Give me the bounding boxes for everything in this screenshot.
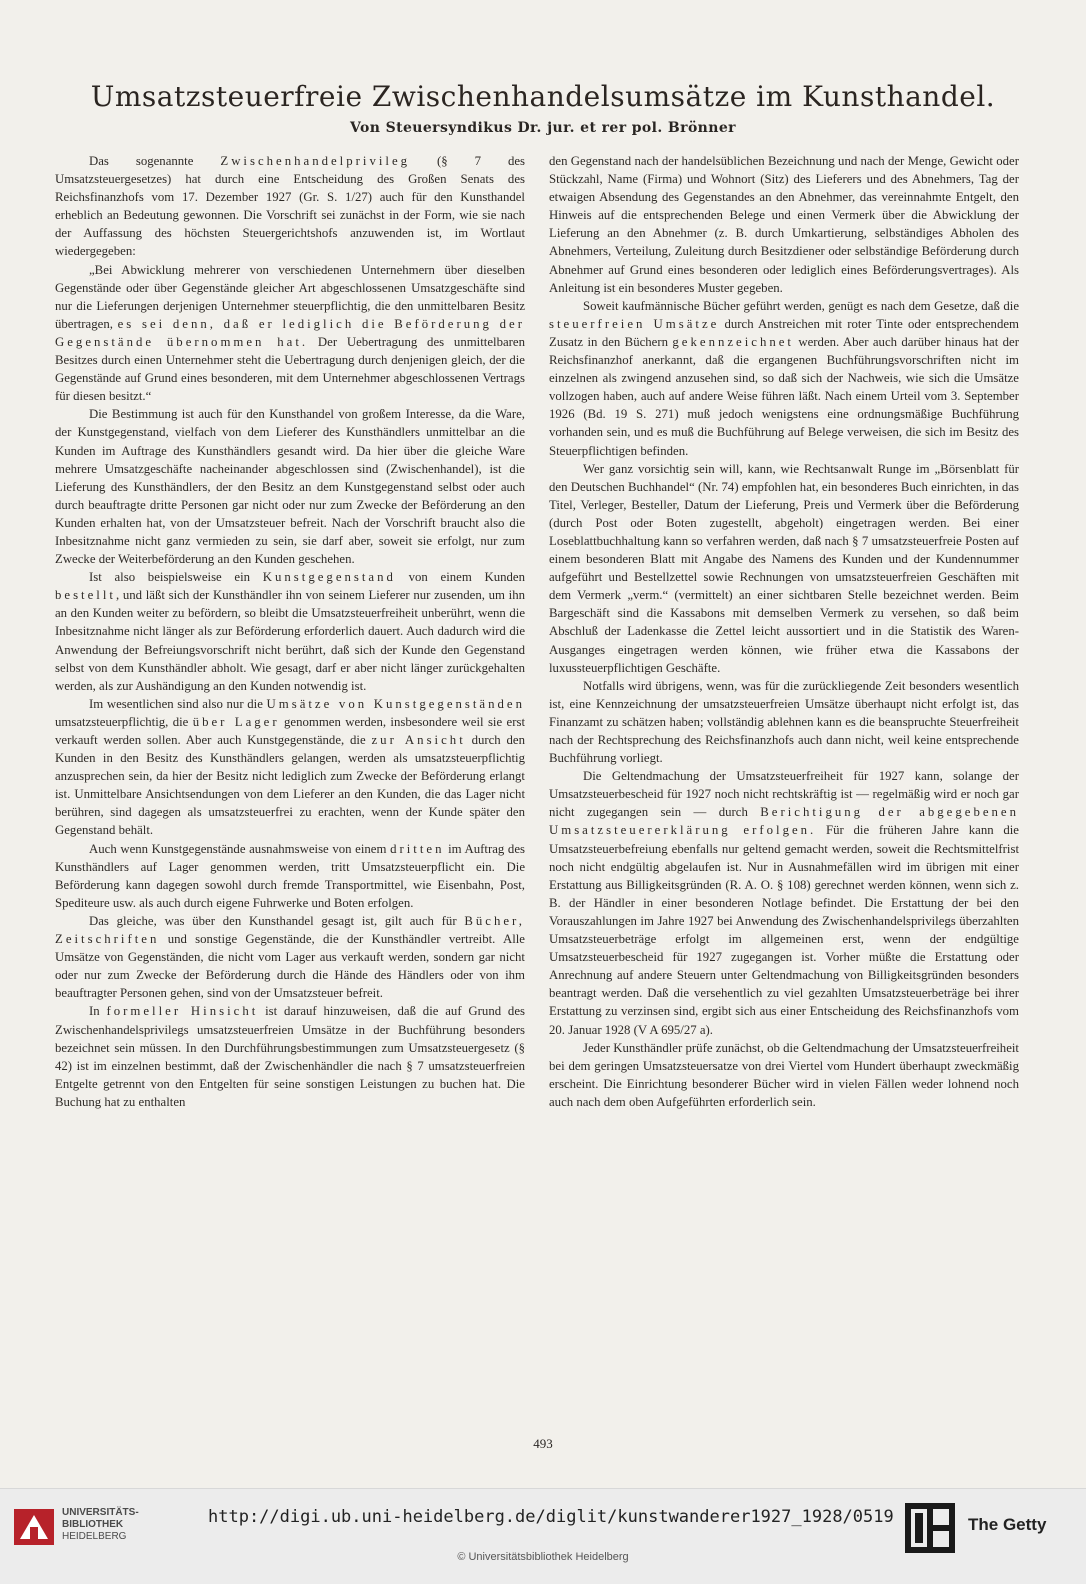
paragraph	[55, 840, 525, 912]
paragraph	[549, 152, 1019, 297]
spaced-emphasis: bestellt	[55, 588, 116, 603]
text-run: ist darauf hinzuweisen, daß die auf Grund des Zwischenhandelsprivilegs umsatzsteuerfreien Umsätze in der Buchführung besonders bezeichnet sein müssen. In den Durchführungsbestimmungen zum Umsatzsteuergesetz (§ 42) ist im einzelnen bestimmt, daß der Zwischenhändler die nach § 7 umsatzsteuerfreien Entgelte getrennt von den Entgelten für seine sonstigen Leistungen zu buchen hat. Die Buchung hat zu enthalten	[55, 1004, 525, 1109]
text-run: Im wesentlichen sind also nur die	[89, 696, 267, 711]
text-run: den Gegenstand nach der handelsüblichen Bezeichnung und nach der Menge, Gewicht oder Stückzahl, Name (Firma) und Wohnort (Sitz) des Lieferers und des Abnehmers, Tag der etwaigen Absendung des Gegenstandes an den Abnehmer, das vereinnahmte Entgelt, den Hinweis auf die entsprechenden Belege und einen Vermerk über die Abwicklung der Lieferung an den Abnehmer (z. B. durch Umkartierung, selbständiges Abholen des Abnehmers, Verteilung, Zuleitung durch Besitzdiener oder selbständige Beförderung durch Abnehmer auf Grund eines besonderen oder lediglich eines Beförderungsvertrages). Als Anleitung ist ein besonderes Muster gegeben.	[549, 154, 1019, 295]
paragraph	[549, 677, 1019, 767]
paragraph	[549, 767, 1019, 1038]
text-run: Auch wenn Kunstgegenstände ausnahmsweise von einem	[89, 841, 391, 856]
permalink-url[interactable]: http://digi.ub.uni-heidelberg.de/diglit/kunstwanderer1927_1928/0519	[208, 1507, 894, 1527]
copyright-notice: © Universitätsbibliothek Heidelberg	[457, 1551, 629, 1563]
spaced-emphasis: dritten	[390, 841, 445, 856]
text-run: von einem Kunden	[395, 570, 525, 585]
left-column	[55, 152, 525, 1111]
spaced-emphasis: Berichtigung der abgegebenen Umsatzsteuererklärung erfolgen.	[549, 805, 1019, 838]
partner-name: The Getty	[968, 1515, 1047, 1534]
paragraph	[55, 1002, 525, 1111]
paragraph	[549, 1039, 1019, 1111]
text-run: „Bei Abwicklung mehrerer von verschiedenen Unternehmern über dieselben Gegenstände oder über Gegenstände gleicher Art abgeschlossenen Umsatzgeschäfte sind nur die Lieferungen derjenigen Unternehmer steuerpflichtig, die den unmittelbaren Besitz übertragen,	[55, 262, 525, 331]
spaced-emphasis: gekennzeichnet	[672, 334, 794, 349]
text-run: umsatzsteuerpflichtig, die	[55, 714, 193, 729]
spaced-emphasis: steuerfreien Umsätze	[549, 316, 720, 331]
viewer-footer	[0, 1488, 1086, 1584]
text-run: Wer ganz vorsichtig sein will, kann, wie Rechtsanwalt Runge im „Börsenblatt für den Deutschen Buchhandel“ (Nr. 74) empfohlen hat, ein besonderes Buch einrichten, in das Titel, Verleger, Besteller, Datum der Lieferung, Preis und Vermerk über die Beförderung (durch Post oder Boten zugestellt, abgeholt) eingetragen werden. Bei einer Loseblattbuchhaltung kann so verfahren werden, daß nach § 7 umsatzsteuerfreie Posten auf einem besonderen Blatt mit Angabe des Namens des Kunden und der Kundennummer aufgeführt und Bestellzettel sowie Rechnungen von umsatzsteuerfreien Geschäften mit dem Vermerk „verm.“ (vermittelt) an einer sichtbaren Stelle bezeichnet werden. Beim Bargeschäft sind die Kassabons mit demselben Vermerk zu versehen, so daß beim Abschluß der Ladenkasse die Zettel leicht aussortiert und in die Statistik des Waren-Ausganges eingetragen werden können, wie früher etwa die Kassabons der luxussteuerpflichtigen Geschäfte.	[549, 461, 1019, 675]
spaced-emphasis: Umsätze von Kunstgegenständen	[266, 696, 525, 711]
text-run: durch den Kunden in den Besitz des Kunsthändlers gelangen, werden als umsatzsteuerpflichtig anzusprechen sein, da hier der Besitz nicht lediglich zum Zwecke der Beförderung erlangt ist. Unmittelbare Ansichtsendungen von dem Lieferer an den Kunden, die das Lager nicht berühren, sind dagegen als umsatzsteuerfrei zu erachten, wenn der Kunde später den Gegenstand behält.	[55, 733, 525, 838]
paragraph	[55, 695, 525, 840]
paragraph	[55, 152, 525, 261]
text-run: Die Geltendmachung der Umsatzsteuerfreiheit für 1927 kann, solange der Umsatzsteuerbescheid für 1927 noch nicht rechtskräftig ist — regelmäßig wird er noch gar nicht zugegangen sein — durch	[549, 769, 1019, 820]
spaced-emphasis: zur Ansicht	[371, 733, 466, 747]
text-run: werden. Aber auch darüber hinaus hat der Reichsfinanzhof anerkannt, daß die ergangenen Buchführungsvorschriften nicht im einzelnen als zwingend anzusehen sind, so daß sich der Nachweis, wie sich die Umsätze vollzogen haben, auch auf andere Weise führen läßt. Nach einem Urteil vom 3. September 1926 (Bd. 19 S. 271) muß jedoch wenigstens eine ordnungsmäßige Buchführung vorhanden sein, und es muß die Buchführung auf Belege verweisen, die sich im Besitz des Steuerpflichtigen befinden.	[549, 334, 1019, 458]
text-run: Soweit kaufmännische Bücher geführt werden, genügt es nach dem Gesetze, daß die	[583, 298, 1019, 313]
article-title: Umsatzsteuerfreie Zwischenhandelsumsätze im Kunsthandel.	[90, 80, 996, 113]
institution-line-1: UNIVERSITÄTS-	[62, 1507, 139, 1518]
paragraph	[55, 261, 525, 406]
spaced-emphasis: es sei denn, daß er lediglich die Beförderung der Gegenstände übernommen hat.	[55, 316, 525, 349]
getty-logo-icon	[905, 1503, 955, 1553]
paragraph	[549, 297, 1019, 460]
page-number: 493	[533, 1436, 553, 1451]
paragraph	[55, 912, 525, 1002]
text-run: Jeder Kunsthändler prüfe zunächst, ob die Geltendmachung der Umsatzsteuerfreiheit bei dem geringen Umsatzsteuersatze von drei Viertel vom Hundert überhaupt zweckmäßig erscheint. Die Einrichtung besonderer Bücher wird in vielen Fällen weder lohnend noch auch nach dem oben Aufgeführten erforderlich sein.	[549, 1040, 1019, 1109]
paragraph	[549, 460, 1019, 677]
spaced-emphasis: Zwischenhandelprivileg	[220, 154, 411, 168]
institution-line-3: HEIDELBERG	[62, 1531, 127, 1542]
text-run: In	[89, 1004, 107, 1019]
article-byline: Von Steuersyndikus Dr. jur. et rer pol. Brönner	[350, 120, 736, 136]
text-run: genommen werden, insbesondere weil sie erst verkauft werden sollen. Aber auch Kunstgegenstände, die	[55, 714, 525, 747]
text-run: Ist also beispielsweise ein	[89, 570, 263, 585]
text-run: Die Bestimmung ist auch für den Kunsthandel von großem Interesse, da die Ware, der Kunstgegenstand, vielfach von dem Lieferer des Kunsthändlers unmittelbar an die Kunden im Auftrage des Kunsthändlers gesandt wird. Da hier über die gleiche Ware mehrere Umsatzgeschäfte nacheinander abgeschlossen sind (Zwischenhandel), ist die Lieferung des Kunsthändlers, der den Besitz an dem Kunstgegenstand selbst oder auch durch beauftragte dritte Personen gar nicht oder nur zum Zwecke der Beförderung an den Kunden erhalten hat, von der Umsatzsteuer befreit. Nach der Vorschrift braucht also die Inbesitznahme nicht ganz vermieden zu sein, sie darf aber, soweit sie erfolgt, nur zum Zwecke der Weiterbeförderung an den Kunden geschehen.	[55, 407, 525, 567]
text-run: im Auftrag des Kunsthändlers auf Lager genommen werden, tritt Umsatzsteuerpflicht ein. Die Beförderung kann dagegen sowohl durch fremde Transportmittel, wie Eisenbahn, Post, Spediteure usw. als auch durch eigene Fuhrwerke und Boten erfolgen.	[55, 841, 525, 910]
institution-line-2: BIBLIOTHEK	[62, 1519, 124, 1530]
text-run: Das gleiche, was über den Kunsthandel gesagt ist, gilt auch für	[89, 913, 465, 928]
paragraph	[55, 568, 525, 695]
text-run: (§ 7 des Umsatzsteuergesetzes) hat durch eine Entscheidung des Großen Senats des Reichsfinanzhofs vom 17. Dezember 1927 (Gr. S. 1/27) auch für den Kunsthandel erheblich an Bedeutung gewonnen. Die Vorschrift sei zunächst in der Form, wie sie nach der Auffassung des höchsten Steuergerichtshofs anzuwenden ist, im Wortlaut wiedergegeben:	[55, 154, 526, 259]
spaced-emphasis: Bücher, Zeitschriften	[55, 913, 525, 947]
spaced-emphasis: Kunstgegenstand	[262, 570, 396, 585]
spaced-emphasis: über Lager	[192, 714, 280, 729]
text-run: Notfalls wird übrigens, wenn, was für die zurückliegende Zeit besonders wesentlich ist, eine Kennzeichnung der umsatzsteuerfreien Umsätze überhaupt nicht erfolgt ist, das Finanzamt zu schätzen haben; vollständig ablehnen kann es die beanspruchte Steuerfreiheit nach der Rechtsprechung des Reichsfinanzhofs auch dann nicht, weil keine entsprechende Buchführung vorliegt.	[549, 678, 1019, 766]
text-run: Das sogenannte	[89, 154, 221, 168]
text-run: und sonstige Gegenstände, die der Kunsthändler vertreibt. Alle Umsätze von Gegenständen, die nicht vom Lager aus verkauft werden, sondern gar nicht oder nur zum Zwecke der Beförderung durch die Hände des Händlers oder von ihm beauftragter Personen gehen, sind von der Umsatzsteuer befreit.	[55, 932, 525, 1001]
text-run: Für die früheren Jahre kann die Umsatzsteuerbefreiung ebenfalls nur geltend gemacht werden, soweit die Rechtsmittelfrist noch nicht endgültig abgelaufen ist. Nur in Ausnahmefällen wird im übrigen mit einer Erstattung aus Billigkeitsgründen (R. A. O. § 108) gerechnet werden können, wenn sich z. B. der Händler in einer besonderen Notlage befindet. Die Erstattung der bei den Vorauszahlungen im Jahre 1927 bei Anwendung des Zwischenhandelsprivilegs überzahlten Umsatzsteuerbeträge erfolgt im allgemeinen erst, wenn der endgültige Umsatzsteuerbescheid für 1927 zugegangen ist. Vorher müßte die Erstattung oder Anrechnung auf andere Steuern unter Geltendmachung von Billigkeitsgründen besonders beantragt werden. Daß die versehentlich zu viel gezahlten Umsatzsteuerbeträge bei ihrer Erstattung zu verzinsen sind, ergibt sich aus einer Entscheidung des Reichsfinanzhofs vom 20. Januar 1928 (V A 695/27 a).	[549, 823, 1019, 1037]
university-library-logo-icon	[12, 1505, 56, 1549]
spaced-emphasis: formeller Hinsicht	[106, 1004, 259, 1019]
paragraph	[55, 405, 525, 568]
text-run: durch Anstreichen mit roter Tinte oder entsprechendem Zusatz in den Büchern	[549, 316, 1019, 349]
text-run: , und läßt sich der Kunsthändler ihn von seinem Lieferer nur zusenden, um ihn an den Kunden weiter zu befördern, so bleibt die Umsatzsteuerfreiheit unberührt, wenn die Inbesitznahme nicht länger als zur Beförderung erforderlich dauert. Auch dadurch wird die Anwendung der Befreiungsvorschrift nicht berührt, daß sich der Kunde den Gegenstand selbst von dem Kunsthändler abholt. Wie gesagt, darf er aber nicht länger zurückgehalten werden, als zur Aushändigung an den Kunden notwendig ist.	[55, 588, 525, 693]
text-run: Der Uebertragung des unmittelbaren Besitzes durch einen Unternehmer steht die Uebertragung durch denjenigen gleich, der die Gegenstände auf Grund eines besonderen, mit dem Unternehmer abgeschlossenen Vertrags für diesen besitzt.“	[55, 334, 525, 404]
right-column	[549, 152, 1019, 1111]
institution-name	[62, 1507, 139, 1543]
